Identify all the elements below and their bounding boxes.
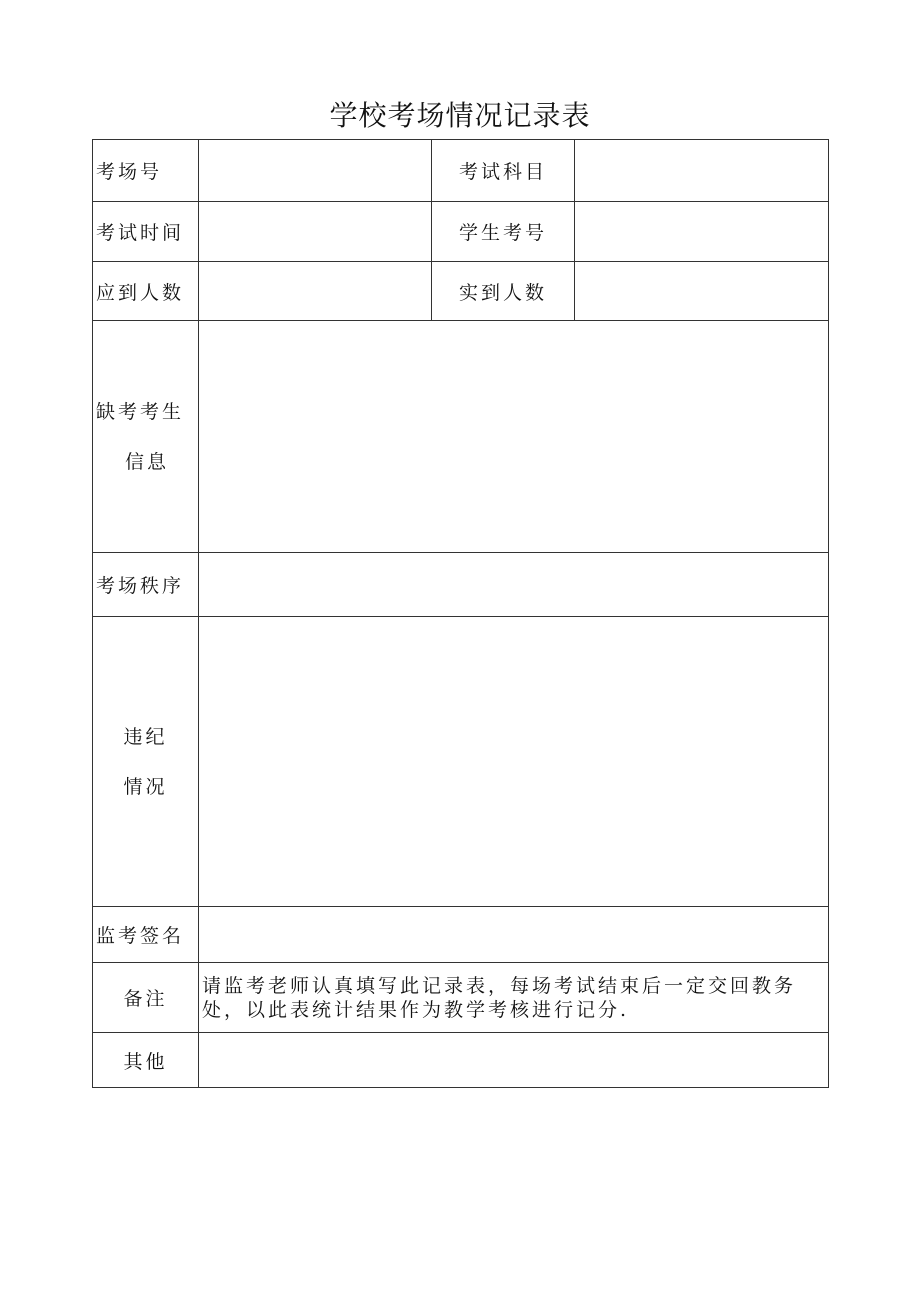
expected-count-field[interactable] (199, 262, 432, 321)
expected-count-label: 应到人数 (93, 262, 199, 321)
order-label: 考场秩序 (93, 553, 199, 617)
absent-field[interactable] (199, 321, 829, 553)
row-time-studentno (93, 202, 829, 262)
page-title: 学校考场情况记录表 (329, 99, 591, 132)
row-counts (93, 262, 829, 321)
subject-label: 考试科目 (432, 140, 575, 202)
absent-label-line1: 缺考考生 (96, 400, 185, 423)
row-violation (93, 617, 829, 907)
row-order (93, 553, 829, 617)
room-no-label: 考场号 (93, 140, 199, 202)
row-remark (93, 963, 829, 1033)
row-room-subject (93, 140, 829, 202)
row-invigilator (93, 907, 829, 963)
remark-label: 备注 (93, 963, 199, 1033)
exam-record-table (92, 139, 829, 1088)
invigilator-signature-field[interactable] (199, 907, 829, 963)
invigilator-label: 监考签名 (93, 907, 199, 963)
exam-time-field[interactable] (199, 202, 432, 262)
actual-count-label: 实到人数 (432, 262, 575, 321)
absent-label-line2: 信息 (124, 450, 169, 473)
row-absent (93, 321, 829, 553)
order-field[interactable] (199, 553, 829, 617)
other-field[interactable] (199, 1033, 829, 1088)
exam-time-label: 考试时间 (93, 202, 199, 262)
violation-field[interactable] (199, 617, 829, 907)
subject-field[interactable] (575, 140, 829, 202)
absent-label (93, 321, 199, 553)
violation-label-line2: 情况 (123, 775, 168, 798)
row-other (93, 1033, 829, 1088)
other-label: 其他 (93, 1033, 199, 1088)
student-no-field[interactable] (575, 202, 829, 262)
violation-label (93, 617, 199, 907)
room-no-field[interactable] (199, 140, 432, 202)
actual-count-field[interactable] (575, 262, 829, 321)
violation-label-line1: 违纪 (123, 725, 168, 748)
student-no-label: 学生考号 (432, 202, 575, 262)
remark-text: 请监考老师认真填写此记录表，每场考试结束后一定交回教务处，以此表统计结果作为教学考核进行记分. (199, 963, 829, 1033)
